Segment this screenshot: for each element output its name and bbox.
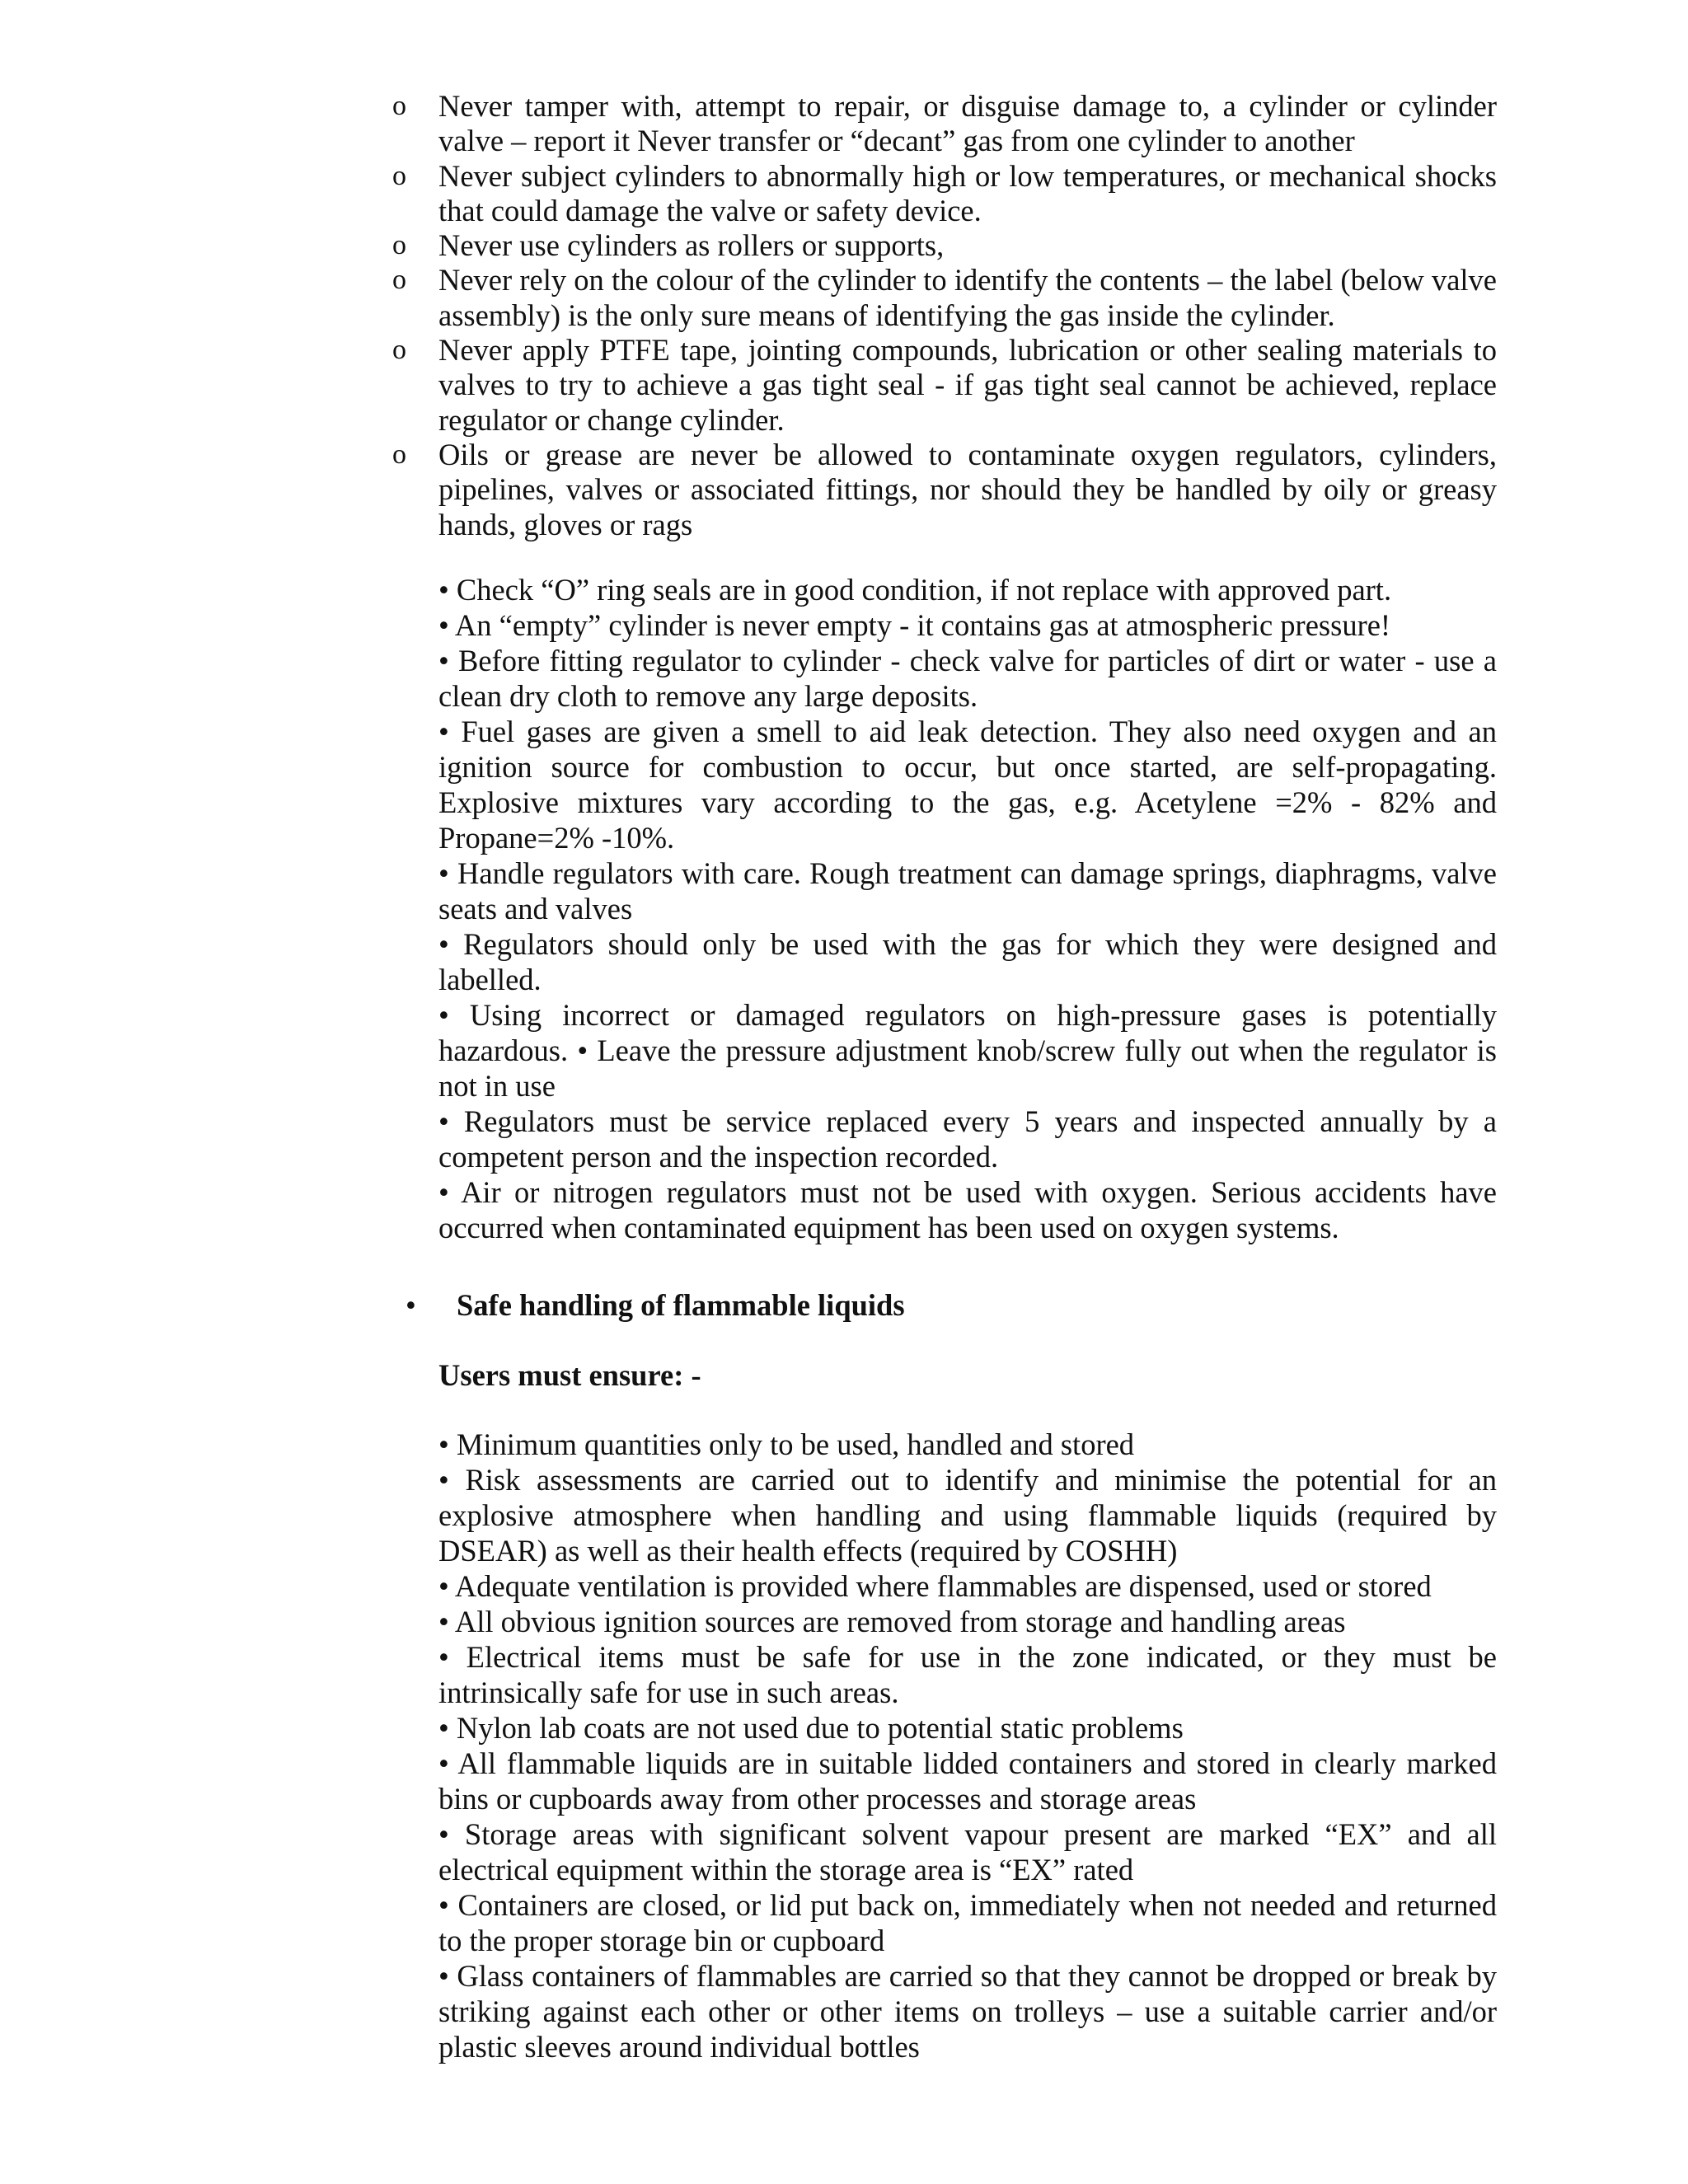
list-marker: o (392, 438, 406, 470)
list-item (392, 333, 1497, 438)
list-item-text: Never tamper with, attempt to repair, or disguise damage to, a cylinder or cylinder valve – report it Never transfer or “decant” gas from one cylinder to another (438, 89, 1497, 158)
list-item (392, 438, 1497, 542)
regulator-point: • Before fitting regulator to cylinder - check valve for particles of dirt or water - use a clean dry cloth to remove any large deposits. (438, 644, 1497, 713)
list-marker: o (392, 335, 406, 366)
cylinder-rules-list (392, 89, 1497, 542)
section-heading (406, 1287, 905, 1324)
flammables-point: • Nylon lab coats are not used due to potential static problems (438, 1711, 1184, 1745)
list-item-text: Never use cylinders as rollers or supports, (438, 228, 945, 263)
regulator-point: • Fuel gases are given a smell to aid leak detection. They also need oxygen and an ignition source for combustion to occur, but once started, are self-propagating. Explosive mixtures vary according to the gas, e.g. Acetylene =2% - 82% and Propane=2% -10%. (438, 715, 1497, 855)
list-marker: o (392, 91, 406, 121)
list-item-text: Oils or grease are never be allowed to contaminate oxygen regulators, cylinders, pipelines, valves or associated fittings, nor should they be handled by oily or greasy hands, gloves or rags (438, 437, 1497, 541)
section-subheading: Users must ensure: - (438, 1358, 701, 1392)
list-item (392, 89, 1497, 159)
flammables-point: • Containers are closed, or lid put back on, immediately when not needed and returned to the proper storage bin or cupboard (438, 1888, 1497, 1957)
regulator-point: • Regulators must be service replaced every 5 years and inspected annually by a competent person and the inspection recorded. (438, 1104, 1497, 1174)
list-item (392, 263, 1497, 333)
regulator-point: • Using incorrect or damaged regulators on high-pressure gases is potentially hazardous. • Leave the pressure adjustment knob/screw fully out when the regulator is not in use (438, 998, 1497, 1103)
list-item-text: Never rely on the colour of the cylinder to identify the contents – the label (below valve assembly) is the only sure means of identifying the gas inside the cylinder. (438, 263, 1497, 332)
regulator-point: • An “empty” cylinder is never empty - it contains gas at atmospheric pressure! (438, 608, 1391, 642)
list-marker: o (392, 160, 406, 191)
flammables-point: • All flammable liquids are in suitable lidded containers and stored in clearly marked bins or cupboards away from other processes and storage areas (438, 1746, 1497, 1816)
regulator-point: • Air or nitrogen regulators must not be used with oxygen. Serious accidents have occurred when contaminated equipment has been used on oxygen systems. (438, 1175, 1497, 1244)
flammables-point: • Minimum quantities only to be used, handled and stored (438, 1427, 1135, 1461)
regulator-point: • Handle regulators with care. Rough treatment can damage springs, diaphragms, valve seats and valves (438, 856, 1497, 926)
list-item (392, 159, 1497, 229)
list-marker: o (392, 265, 406, 296)
flammables-point: • Electrical items must be safe for use in the zone indicated, or they must be intrinsically safe for use in such areas. (438, 1640, 1497, 1709)
list-item (392, 228, 1497, 263)
flammables-point: • Glass containers of flammables are carried so that they cannot be dropped or break by striking against each other or other items on trolleys – use a suitable carrier and/or plastic sleeves around individual bottles (438, 1959, 1497, 2064)
flammables-points (438, 1427, 1497, 2064)
flammables-point: • Adequate ventilation is provided where flammables are dispensed, used or stored (438, 1569, 1432, 1603)
list-item-text: Never apply PTFE tape, jointing compounds, lubrication or other sealing materials to valves to try to achieve a gas tight seal - if gas tight seal cannot be achieved, replace regulator or change cylinder. (438, 333, 1497, 437)
regulator-points (438, 572, 1497, 1245)
flammables-point: • Risk assessments are carried out to identify and minimise the potential for an explosive atmosphere when handling and using flammable liquids (required by DSEAR) as well as their health effects (required by COSHH) (438, 1463, 1497, 1568)
flammables-point: • Storage areas with significant solvent vapour present are marked “EX” and all electrical equipment within the storage area is “EX” rated (438, 1817, 1497, 1886)
heading-bullet: • (406, 1288, 416, 1322)
regulator-point: • Check “O” ring seals are in good condition, if not replace with approved part. (438, 573, 1392, 607)
flammables-point: • All obvious ignition sources are removed from storage and handling areas (438, 1605, 1346, 1638)
section-heading-text: Safe handling of flammable liquids (457, 1288, 905, 1322)
regulator-point: • Regulators should only be used with the gas for which they were designed and labelled. (438, 927, 1497, 996)
list-item-text: Never subject cylinders to abnormally high or low temperatures, or mechanical shocks that could damage the valve or safety device. (438, 158, 1497, 227)
list-marker: o (392, 230, 406, 261)
